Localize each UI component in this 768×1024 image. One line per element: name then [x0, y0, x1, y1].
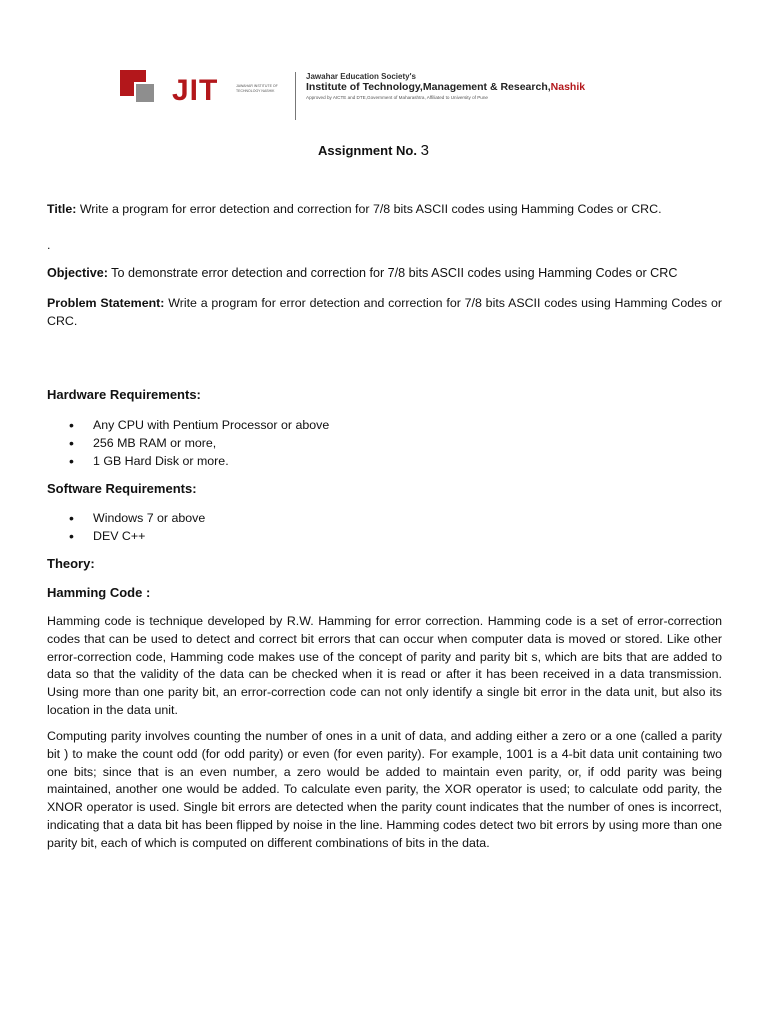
list-item: • Any CPU with Pentium Processor or above — [47, 416, 329, 434]
list-item: • DEV C++ — [47, 527, 205, 545]
title-label: Title: — [47, 202, 77, 216]
hardware-list — [47, 416, 329, 471]
assignment-number: Assignment No. 3 — [318, 142, 429, 159]
objective-text: To demonstrate error detection and correction for 7/8 bits ASCII codes using Hamming Codes or CRC — [107, 266, 678, 280]
problem-label: Problem Statement: — [47, 296, 165, 310]
objective-line — [47, 265, 722, 283]
title-line — [47, 201, 722, 219]
institute-city: Nashik — [550, 81, 586, 93]
title-text: Write a program for error detection and correction for 7/8 bits ASCII codes using Hamming Codes or CRC. — [76, 202, 662, 216]
software-heading: Software Requirements: — [47, 481, 197, 496]
list-item: • Windows 7 or above — [47, 509, 205, 527]
assignment-value: 3 — [420, 142, 429, 159]
institute-name: Institute of Technology,Management & Research,Nashik — [306, 81, 586, 93]
letterhead — [120, 70, 680, 122]
list-item: • 256 MB RAM or more, — [47, 434, 329, 452]
approval-line: Approved by AICTE and DTE,Government of Maharashtra, Affiliated to University of Pune — [306, 95, 488, 100]
stray-dot: . — [47, 238, 51, 252]
society-name: Jawahar Education Society's — [306, 72, 416, 81]
logo-subtext: JAWAHAR INSTITUTE OF TECHNOLOGY NASHIK — [236, 84, 278, 93]
problem-statement — [47, 295, 722, 331]
institute-block — [306, 72, 686, 101]
software-list — [47, 509, 205, 545]
theory-heading: Theory: — [47, 556, 95, 571]
hardware-heading: Hardware Requirements: — [47, 387, 201, 402]
hamming-heading: Hamming Code : — [47, 585, 151, 600]
jit-logo-icon — [120, 70, 160, 108]
problem-text: Write a program for error detection and correction for 7/8 bits ASCII codes using Hamming Codes or CRC. — [47, 296, 723, 328]
logo-text: JIT — [172, 74, 219, 107]
paragraph-hamming: Hamming code is technique developed by R.W. Hamming for error correction. Hamming code is a set of error-correction codes that can be used to detect and correct bit errors that can occur when computer data is moved or stored. Like other error-correction code, Hamming code makes use of the concept of parity and parity bit s, which are bits that are added to data so that the validity of the data can be checked when it is read or after it has been received in a data transmission. Using more than one parity bit, an error-correction code can not only identify a single bit error in the data unit, but also its location in the data unit. — [47, 614, 722, 717]
paragraph-parity: Computing parity involves counting the number of ones in a unit of data, and adding either a zero or a one (called a parity bit ) to make the count odd (for odd parity) or even (for even parity). For example, 1001 is a 4-bit data unit containing two one bits; since that is an even number, a zero would be added to maintain even parity, or, if odd parity was being maintained, another one would be added. To calculate even parity, the XOR operator is used; to calculate odd parity, the XNOR operator is used. Single bit errors are detected when the parity count indicates that the number of ones is incorrect, indicating that a data bit has been flipped by noise in the line. Hamming codes detect two bit errors by using more than one parity bit, each of which is computed on different combinations of bits in the data. — [47, 729, 722, 850]
header-divider — [295, 72, 296, 120]
list-item: • 1 GB Hard Disk or more. — [47, 452, 329, 470]
objective-label: Objective: — [47, 266, 108, 280]
